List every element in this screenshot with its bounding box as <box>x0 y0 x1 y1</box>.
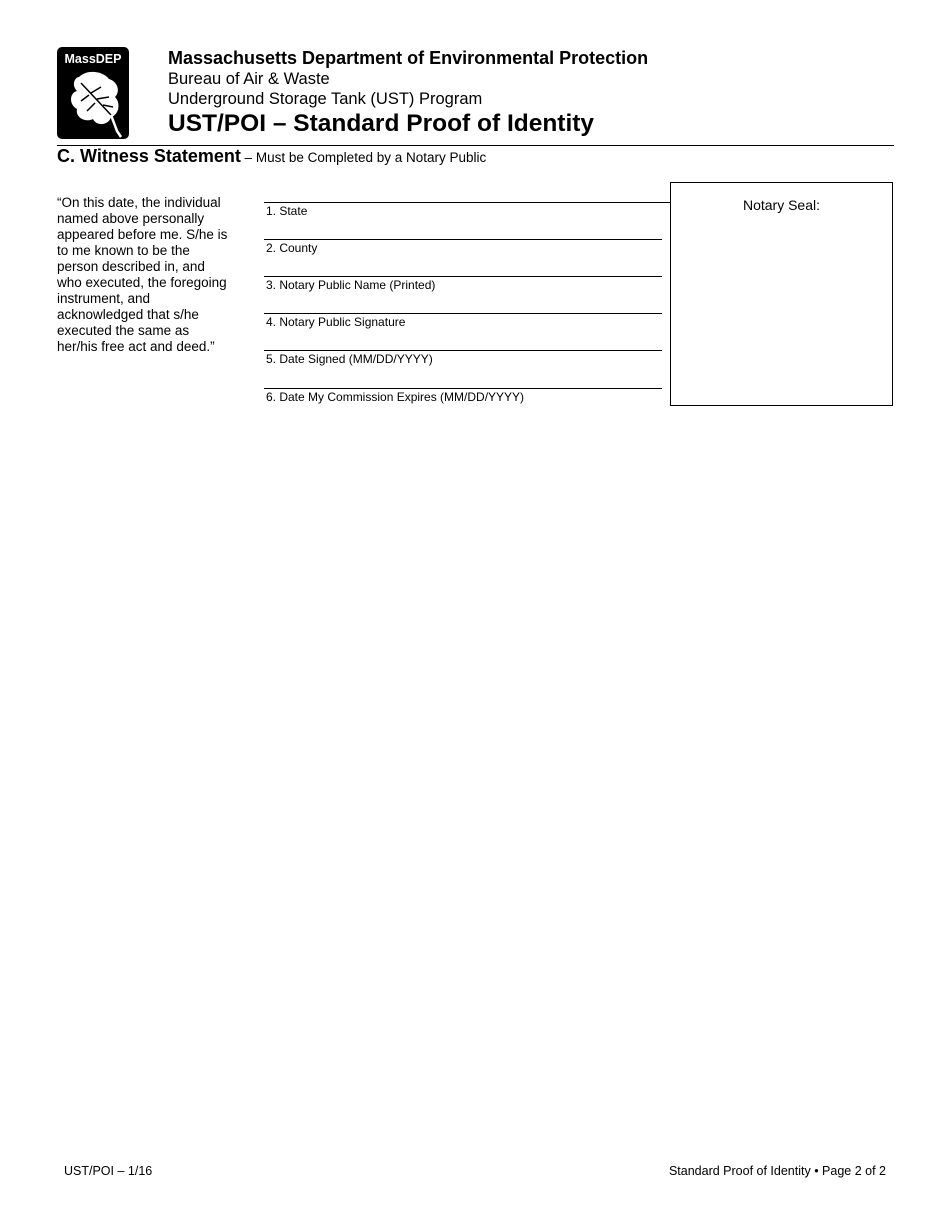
massdep-logo <box>57 47 129 139</box>
county-field[interactable] <box>264 239 662 258</box>
date-signed-field[interactable] <box>264 350 662 369</box>
footer-form-id: UST/POI – 1/16 <box>64 1164 153 1178</box>
section-heading <box>57 146 486 167</box>
footer-page-info: Standard Proof of Identity • Page 2 of 2 <box>668 1164 886 1178</box>
header <box>168 48 648 138</box>
section-subtitle: – Must be Completed by a Notary Public <box>240 150 487 165</box>
notary-name-label: 3. Notary Public Name (Printed) <box>266 278 436 292</box>
witness-statement: “On this date, the individual named above personally appeared before me. S/he is to me known to be the person described in, and who executed, the foregoing instrument, and acknowledged that s/he executed the same as her/his free act and deed.” <box>57 195 228 354</box>
state-label: 1. State <box>266 204 308 218</box>
program-name: Underground Storage Tank (UST) Program <box>168 90 483 108</box>
county-label: 2. County <box>266 241 318 255</box>
notary-signature-label: 4. Notary Public Signature <box>266 315 406 329</box>
state-field[interactable] <box>264 202 670 221</box>
commission-expires-field[interactable] <box>264 388 662 407</box>
date-signed-label: 5. Date Signed (MM/DD/YYYY) <box>266 352 433 366</box>
org-name: Massachusetts Department of Environmental Protection <box>168 48 649 68</box>
commission-expires-label: 6. Date My Commission Expires (MM/DD/YYYY) <box>266 390 525 404</box>
form-title: UST/POI – Standard Proof of Identity <box>168 110 595 137</box>
notary-seal-box <box>670 182 893 406</box>
notary-seal-label: Notary Seal: <box>742 197 821 213</box>
notary-signature-field[interactable] <box>264 313 662 332</box>
notary-name-field[interactable] <box>264 276 662 295</box>
logo-text: MassDEP <box>64 52 122 66</box>
bureau-name: Bureau of Air & Waste <box>168 70 330 88</box>
section-title: C. Witness Statement <box>57 146 241 166</box>
